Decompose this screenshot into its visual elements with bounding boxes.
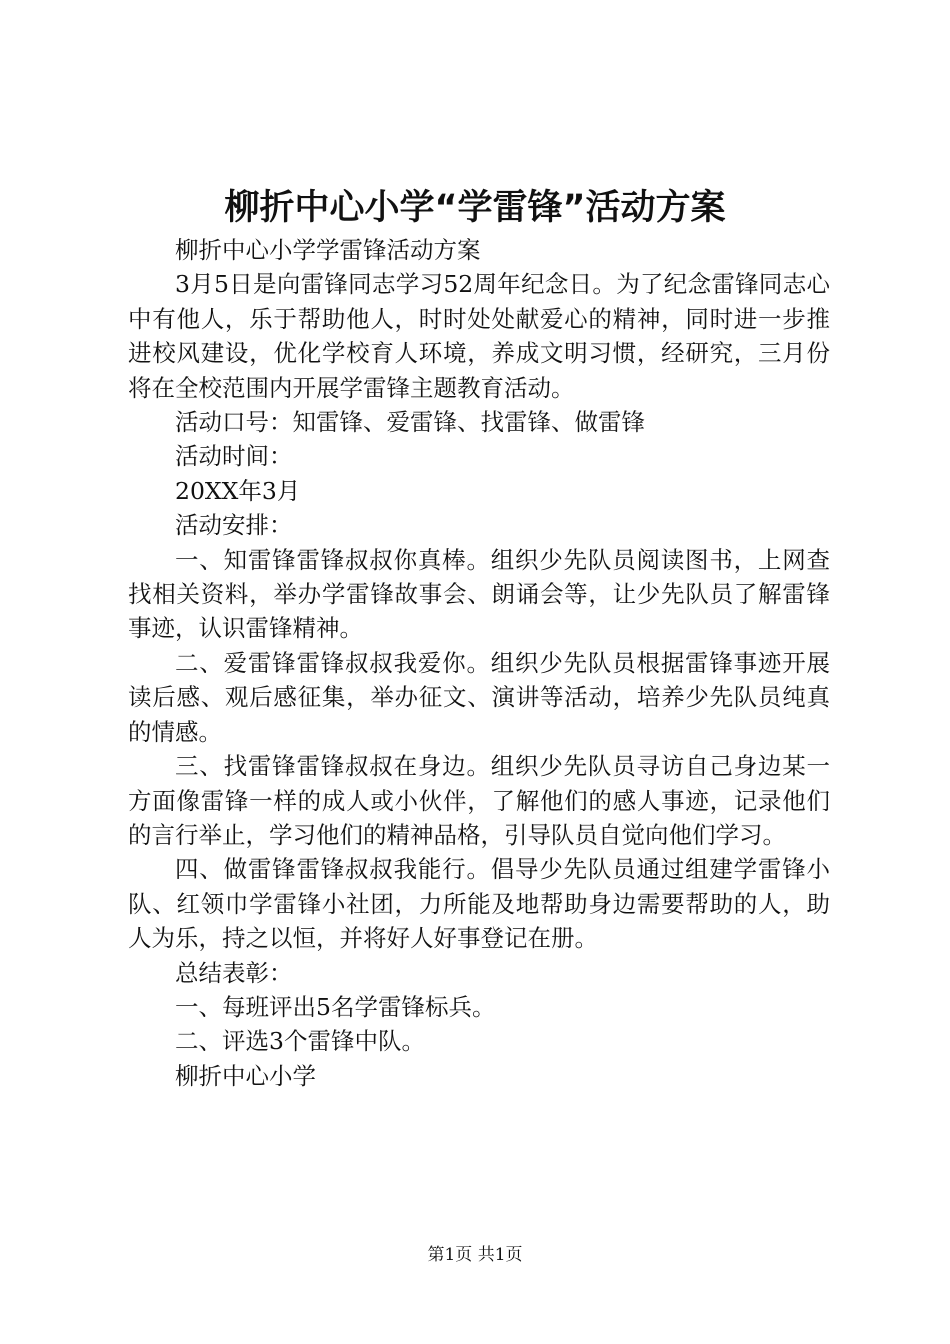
page-footer: 第1页 共1页 — [427, 1245, 523, 1265]
paragraph-subtitle: 柳折中心小学学雷锋活动方案 — [175, 236, 481, 264]
paragraph-arrangement-label: 活动安排： — [175, 511, 293, 540]
paragraph-item-4: 四、做雷锋雷锋叔叔我能行。倡导少先队员通过组建学雷锋小队、红领巾学雷锋小社团，力所能及地帮助身边需要帮助的人，助人为乐，持之以恒，并将好人好事登记在册。 — [128, 855, 830, 953]
paragraph-slogan: 活动口号：知雷锋、爱雷锋、找雷锋、做雷锋 — [175, 408, 645, 437]
paragraph-time-label: 活动时间： — [175, 442, 293, 471]
paragraph-item-2: 二、爱雷锋雷锋叔叔我爱你。组织少先队员根据雷锋事迹开展读后感、观后感征集，举办征文、演讲等活动，培养少先队员纯真的情感。 — [128, 648, 830, 746]
paragraph-item-3: 三、找雷锋雷锋叔叔在身边。组织少先队员寻访自己身边某一方面像雷锋一样的成人或小伙伴，了解他们的感人事迹，记录他们的言行举止，学习他们的精神品格，引导队员自觉向他们学习。 — [128, 752, 830, 849]
paragraph-signature: 柳折中心小学 — [175, 1061, 316, 1090]
paragraph-intro: 3月5日是向雷锋同志学习52周年纪念日。为了纪念雷锋同志心中有他人，乐于帮助他人，时时处处献爱心的精神，同时进一步推进校风建设，优化学校育人环境，养成文明习惯，经研究，三月份将在全校范围内开展学雷锋主题教育活动。 — [128, 270, 830, 402]
paragraph-time-value: 20XX年3月 — [175, 476, 301, 505]
paragraph-summary-label: 总结表彰： — [175, 958, 293, 987]
document-title: 柳折中心小学“学雷锋”活动方案 — [224, 188, 726, 228]
paragraph-award-1: 一、每班评出5名学雷锋标兵。 — [175, 992, 496, 1021]
paragraph-award-2: 二、评选3个雷锋中队。 — [175, 1027, 425, 1056]
paragraph-item-1: 一、知雷锋雷锋叔叔你真棒。组织少先队员阅读图书，上网查找相关资料，举办学雷锋故事会、朗诵会等，让少先队员了解雷锋事迹，认识雷锋精神。 — [128, 545, 830, 643]
document-body — [128, 233, 830, 1093]
